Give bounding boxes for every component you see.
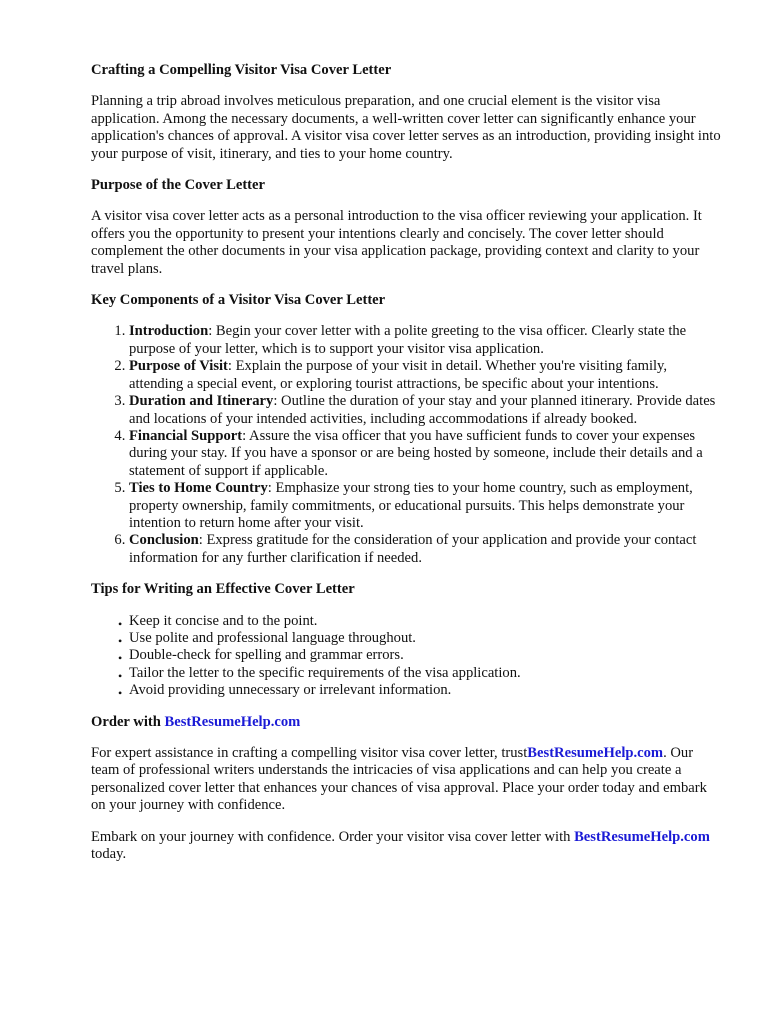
list-item bbox=[118, 664, 723, 683]
tip-text: Keep it concise and to the point. bbox=[129, 612, 318, 629]
order-text-before: For expert assistance in crafting a compelling visitor visa cover letter, trust bbox=[91, 745, 528, 761]
closing-text-after: today. bbox=[91, 846, 127, 863]
list-item-text: : Assure the visa officer that you have sufficient funds to cover your expenses during your stay. If you have a sponsor or are being hosted by someone, include their details and a statement of support if applicable. bbox=[129, 427, 703, 479]
order-heading-prefix: Order with bbox=[91, 713, 165, 730]
order-text-after: . Our team of professional writers understands the intricacies of visa applications and can help you create a personalized cover letter that enhances your chances of visa approval. Place your order today and embark on your journey with confidence. bbox=[91, 745, 707, 814]
list-item bbox=[129, 323, 723, 358]
list-item-text: : Express gratitude for the consideration of your application and provide your contact information for any further clarification if needed. bbox=[129, 532, 697, 566]
list-item bbox=[118, 612, 723, 631]
list-item-text: : Emphasize your strong ties to your home country, such as employment, property ownership, family commitments, or educational pursuits. This helps demonstrate your intention to return home after your visit. bbox=[129, 480, 693, 531]
tip-text: Double-check for spelling and grammar errors. bbox=[129, 647, 404, 664]
list-item-text: : Begin your cover letter with a polite greeting to the visa officer. Clearly state the purpose of your letter, which is to support your visitor visa application. bbox=[129, 323, 687, 357]
purpose-paragraph: A visitor visa cover letter acts as a personal introduction to the visa officer reviewing your application. It offers you the opportunity to present your intentions clearly and concisely. The cover letter should complement the other documents in your visa application package, providing context and clarity to your travel plans. bbox=[91, 208, 702, 277]
list-item bbox=[118, 629, 723, 648]
list-item-term: Ties to Home Country bbox=[129, 480, 268, 497]
bullet-icon: • bbox=[118, 651, 123, 666]
purpose-heading: Purpose of the Cover Letter bbox=[91, 177, 265, 194]
bullet-icon: • bbox=[118, 633, 123, 648]
tip-text: Avoid providing unnecessary or irrelevant information. bbox=[129, 682, 452, 699]
closing-paragraph bbox=[91, 829, 723, 864]
closing-link[interactable]: BestResumeHelp.com bbox=[574, 828, 710, 845]
components-list bbox=[91, 323, 723, 567]
list-item-term: Duration and Itinerary bbox=[129, 393, 274, 410]
bullet-icon: • bbox=[118, 616, 123, 631]
tip-text: Tailor the letter to the specific requirements of the visa application. bbox=[129, 664, 521, 681]
closing-text-before: Embark on your journey with confidence. Order your visitor visa cover letter with bbox=[91, 828, 575, 845]
list-item bbox=[118, 682, 723, 701]
tips-heading: Tips for Writing an Effective Cover Letter bbox=[91, 581, 355, 598]
intro-paragraph: Planning a trip abroad involves meticulous preparation, and one crucial element is the visitor visa application. Among the necessary documents, a well-written cover letter can significantly enhance your application's chances of approval. A visitor visa cover letter serves as an introduction, providing insight into your purpose of visit, itinerary, and ties to your home country. bbox=[91, 93, 721, 162]
list-item bbox=[129, 532, 723, 567]
components-heading: Key Components of a Visitor Visa Cover Letter bbox=[91, 292, 386, 309]
document-content bbox=[91, 62, 723, 863]
list-item-term: Introduction bbox=[129, 323, 209, 340]
list-item bbox=[129, 428, 723, 480]
list-item-term: Financial Support bbox=[129, 427, 243, 444]
tips-list bbox=[91, 613, 723, 700]
order-heading-link[interactable]: BestResumeHelp.com bbox=[164, 713, 301, 730]
list-item bbox=[129, 480, 723, 532]
list-item bbox=[129, 393, 723, 428]
bullet-icon: • bbox=[118, 668, 123, 683]
list-item-term: Purpose of Visit bbox=[129, 358, 228, 375]
order-paragraph bbox=[91, 745, 723, 815]
list-item bbox=[129, 358, 723, 393]
order-heading bbox=[91, 714, 723, 731]
bullet-icon: • bbox=[118, 686, 123, 701]
list-item-text: : Outline the duration of your stay and your planned itinerary. Provide dates and locations of your intended activities, including accommodations if already booked. bbox=[129, 393, 716, 427]
list-item bbox=[118, 647, 723, 666]
document-title: Crafting a Compelling Visitor Visa Cover Letter bbox=[91, 62, 392, 78]
order-link[interactable]: BestResumeHelp.com bbox=[527, 745, 664, 761]
list-item-text: : Explain the purpose of your visit in detail. Whether you're visiting family, attending a special event, or exploring tourist attractions, be specific about your intentions. bbox=[129, 358, 668, 392]
list-item-term: Conclusion bbox=[129, 532, 199, 549]
tip-text: Use polite and professional language throughout. bbox=[129, 629, 416, 646]
